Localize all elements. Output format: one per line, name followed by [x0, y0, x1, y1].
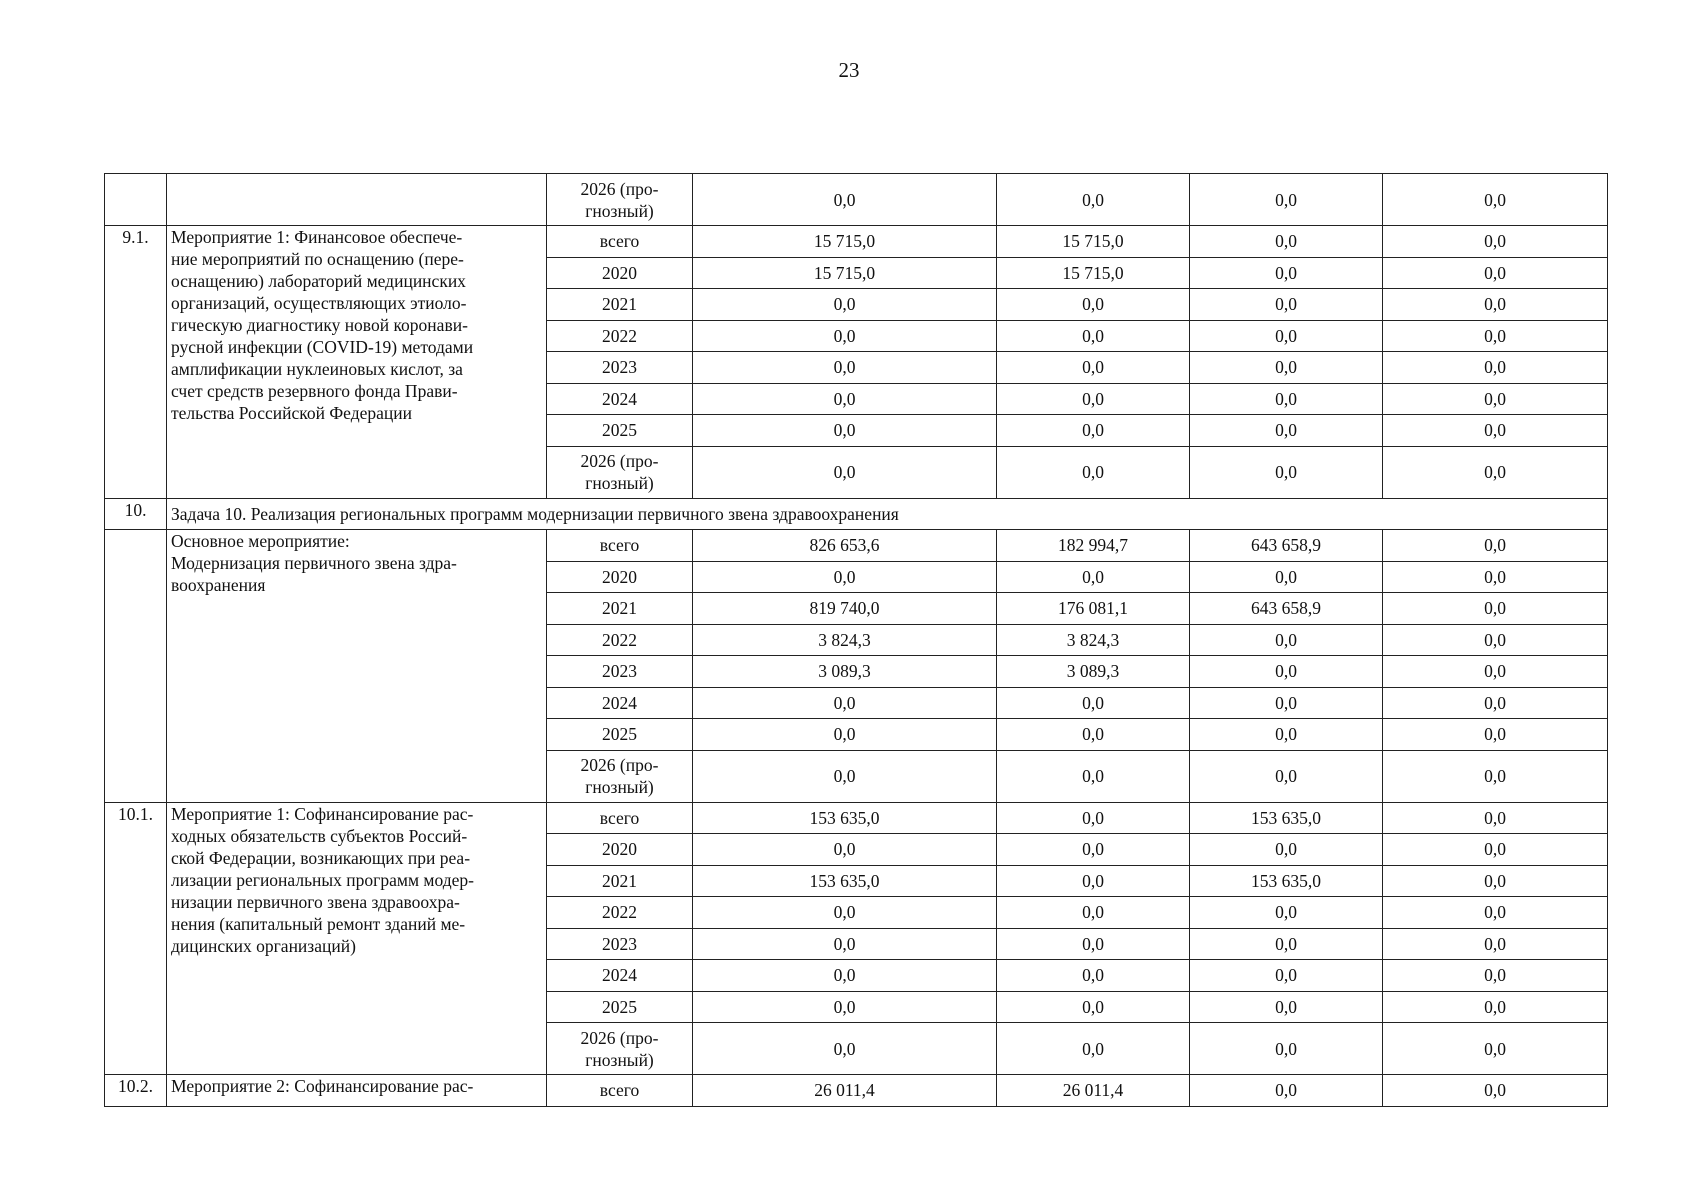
- value-cell: 0,0: [1190, 383, 1383, 415]
- value-cell: 153 635,0: [693, 865, 997, 897]
- value-cell: 0,0: [1190, 561, 1383, 593]
- year-cell: 2022: [547, 897, 693, 929]
- value-cell: 0,0: [1383, 174, 1608, 226]
- value-cell: 0,0: [1190, 320, 1383, 352]
- value-cell: 15 715,0: [693, 257, 997, 289]
- value-cell: 0,0: [1190, 960, 1383, 992]
- value-cell: 0,0: [1383, 415, 1608, 447]
- year-cell: 2023: [547, 656, 693, 688]
- measure-name: Мероприятие 1: Софинансирование рас- ходных обязательств субъектов Россий- ской Федерации, возникающих при реа- лизации региональных программ модер- низации первичного звена здравоохра- нения (капитальный ремонт зданий ме- дицинских организаций): [167, 802, 547, 1075]
- row-number: 9.1.: [105, 226, 167, 499]
- value-cell: 0,0: [693, 928, 997, 960]
- value-cell: 26 011,4: [693, 1075, 997, 1107]
- value-cell: 0,0: [693, 415, 997, 447]
- value-cell: 0,0: [1383, 624, 1608, 656]
- value-cell: 0,0: [997, 687, 1190, 719]
- value-cell: 0,0: [1383, 289, 1608, 321]
- year-cell: 2025: [547, 719, 693, 751]
- year-cell: 2026 (про- гнозный): [547, 1023, 693, 1075]
- year-cell: 2021: [547, 865, 693, 897]
- value-cell: 0,0: [1190, 415, 1383, 447]
- year-cell: 2023: [547, 928, 693, 960]
- row-number: 10.1.: [105, 802, 167, 1075]
- value-cell: 0,0: [997, 834, 1190, 866]
- value-cell: 643 658,9: [1190, 530, 1383, 562]
- year-cell: 2025: [547, 415, 693, 447]
- value-cell: 0,0: [1190, 1023, 1383, 1075]
- value-cell: 0,0: [693, 561, 997, 593]
- table-row: [105, 226, 1608, 258]
- value-cell: 0,0: [1190, 352, 1383, 384]
- year-cell: 2022: [547, 320, 693, 352]
- value-cell: 0,0: [997, 352, 1190, 384]
- value-cell: 0,0: [693, 352, 997, 384]
- value-cell: 0,0: [997, 446, 1190, 498]
- value-cell: 0,0: [693, 834, 997, 866]
- value-cell: 0,0: [1190, 446, 1383, 498]
- value-cell: 15 715,0: [693, 226, 997, 258]
- value-cell: 0,0: [1383, 530, 1608, 562]
- year-cell: 2023: [547, 352, 693, 384]
- value-cell: 0,0: [1190, 750, 1383, 802]
- value-cell: 0,0: [693, 446, 997, 498]
- value-cell: 0,0: [1190, 624, 1383, 656]
- value-cell: 0,0: [1383, 719, 1608, 751]
- value-cell: 3 824,3: [997, 624, 1190, 656]
- value-cell: 0,0: [693, 719, 997, 751]
- measure-name: Мероприятие 1: Финансовое обеспече- ние мероприятий по оснащению (пере- оснащению) лабораторий медицинских организаций, осуществляющих этиоло- гическую диагностику новой коронави- русной инфекции (COVID-19) методами амплификации нуклеиновых кислот, за счет средств резервного фонда Прави- тельства Российской Федерации: [167, 226, 547, 499]
- value-cell: 15 715,0: [997, 257, 1190, 289]
- value-cell: 0,0: [1383, 750, 1608, 802]
- value-cell: 0,0: [1190, 928, 1383, 960]
- year-cell: всего: [547, 1075, 693, 1107]
- value-cell: 0,0: [1383, 656, 1608, 688]
- value-cell: 0,0: [1383, 897, 1608, 929]
- value-cell: 3 089,3: [693, 656, 997, 688]
- value-cell: 0,0: [1383, 561, 1608, 593]
- value-cell: 0,0: [1383, 991, 1608, 1023]
- year-cell: 2026 (про- гнозный): [547, 750, 693, 802]
- year-cell: 2026 (про- гнозный): [547, 174, 693, 226]
- value-cell: 0,0: [1383, 1023, 1608, 1075]
- value-cell: 0,0: [1190, 687, 1383, 719]
- value-cell: 0,0: [1190, 226, 1383, 258]
- value-cell: 826 653,6: [693, 530, 997, 562]
- value-cell: 0,0: [997, 865, 1190, 897]
- budget-table-body: [105, 174, 1608, 1107]
- value-cell: 0,0: [1190, 656, 1383, 688]
- value-cell: 0,0: [997, 561, 1190, 593]
- value-cell: 0,0: [1190, 991, 1383, 1023]
- value-cell: 0,0: [997, 750, 1190, 802]
- value-cell: 0,0: [1383, 352, 1608, 384]
- value-cell: 0,0: [1190, 257, 1383, 289]
- value-cell: 0,0: [1190, 289, 1383, 321]
- measure-name: Основное мероприятие: Модернизация первичного звена здра- воохранения: [167, 530, 547, 803]
- value-cell: 182 994,7: [997, 530, 1190, 562]
- year-cell: 2020: [547, 834, 693, 866]
- value-cell: 0,0: [1383, 320, 1608, 352]
- task-title: Задача 10. Реализация региональных программ модернизации первичного звена здравоохранения: [167, 498, 1608, 530]
- value-cell: 0,0: [1383, 593, 1608, 625]
- year-cell: 2024: [547, 687, 693, 719]
- value-cell: 0,0: [693, 960, 997, 992]
- year-cell: всего: [547, 530, 693, 562]
- page-number: 23: [838, 58, 860, 82]
- value-cell: 0,0: [997, 960, 1190, 992]
- value-cell: 0,0: [997, 289, 1190, 321]
- value-cell: 0,0: [1190, 897, 1383, 929]
- value-cell: 3 824,3: [693, 624, 997, 656]
- value-cell: 0,0: [1383, 802, 1608, 834]
- value-cell: 0,0: [1383, 834, 1608, 866]
- value-cell: 0,0: [1383, 383, 1608, 415]
- year-cell: 2020: [547, 561, 693, 593]
- value-cell: 0,0: [997, 928, 1190, 960]
- year-cell: 2021: [547, 593, 693, 625]
- value-cell: 0,0: [997, 174, 1190, 226]
- year-cell: 2024: [547, 960, 693, 992]
- value-cell: 0,0: [693, 289, 997, 321]
- value-cell: 0,0: [693, 687, 997, 719]
- value-cell: 0,0: [1383, 226, 1608, 258]
- year-cell: всего: [547, 226, 693, 258]
- task-row: [105, 498, 1608, 530]
- value-cell: 26 011,4: [997, 1075, 1190, 1107]
- year-cell: 2021: [547, 289, 693, 321]
- value-cell: 0,0: [693, 383, 997, 415]
- value-cell: 0,0: [1383, 687, 1608, 719]
- value-cell: 153 635,0: [1190, 802, 1383, 834]
- value-cell: 643 658,9: [1190, 593, 1383, 625]
- year-cell: 2024: [547, 383, 693, 415]
- year-cell: 2026 (про- гнозный): [547, 446, 693, 498]
- value-cell: 0,0: [1383, 928, 1608, 960]
- value-cell: 819 740,0: [693, 593, 997, 625]
- value-cell: 0,0: [997, 415, 1190, 447]
- measure-name: Мероприятие 2: Софинансирование рас-: [167, 1075, 547, 1107]
- year-cell: 2025: [547, 991, 693, 1023]
- value-cell: 0,0: [1383, 865, 1608, 897]
- value-cell: 0,0: [1190, 719, 1383, 751]
- value-cell: 153 635,0: [1190, 865, 1383, 897]
- value-cell: 0,0: [997, 1023, 1190, 1075]
- value-cell: 0,0: [1190, 1075, 1383, 1107]
- value-cell: 0,0: [997, 320, 1190, 352]
- row-number: 10.2.: [105, 1075, 167, 1107]
- row-number: [105, 174, 167, 226]
- task-number: 10.: [105, 498, 167, 530]
- table-row: [105, 802, 1608, 834]
- value-cell: 0,0: [1190, 834, 1383, 866]
- table-row: [105, 174, 1608, 226]
- value-cell: 153 635,0: [693, 802, 997, 834]
- value-cell: 0,0: [997, 383, 1190, 415]
- value-cell: 15 715,0: [997, 226, 1190, 258]
- measure-name: [167, 174, 547, 226]
- table-row: [105, 1075, 1608, 1107]
- year-cell: 2020: [547, 257, 693, 289]
- value-cell: 0,0: [1383, 1075, 1608, 1107]
- budget-table: [104, 173, 1608, 1107]
- value-cell: 0,0: [693, 174, 997, 226]
- value-cell: 0,0: [1190, 174, 1383, 226]
- value-cell: 0,0: [1383, 960, 1608, 992]
- value-cell: 0,0: [997, 719, 1190, 751]
- year-cell: 2022: [547, 624, 693, 656]
- value-cell: 0,0: [997, 991, 1190, 1023]
- value-cell: 0,0: [997, 802, 1190, 834]
- value-cell: 0,0: [693, 897, 997, 929]
- value-cell: 0,0: [1383, 257, 1608, 289]
- value-cell: 0,0: [1383, 446, 1608, 498]
- value-cell: 0,0: [693, 750, 997, 802]
- value-cell: 3 089,3: [997, 656, 1190, 688]
- value-cell: 0,0: [997, 897, 1190, 929]
- value-cell: 0,0: [693, 991, 997, 1023]
- value-cell: 0,0: [693, 1023, 997, 1075]
- value-cell: 0,0: [693, 320, 997, 352]
- table-row: [105, 530, 1608, 562]
- year-cell: всего: [547, 802, 693, 834]
- value-cell: 176 081,1: [997, 593, 1190, 625]
- row-number: [105, 530, 167, 803]
